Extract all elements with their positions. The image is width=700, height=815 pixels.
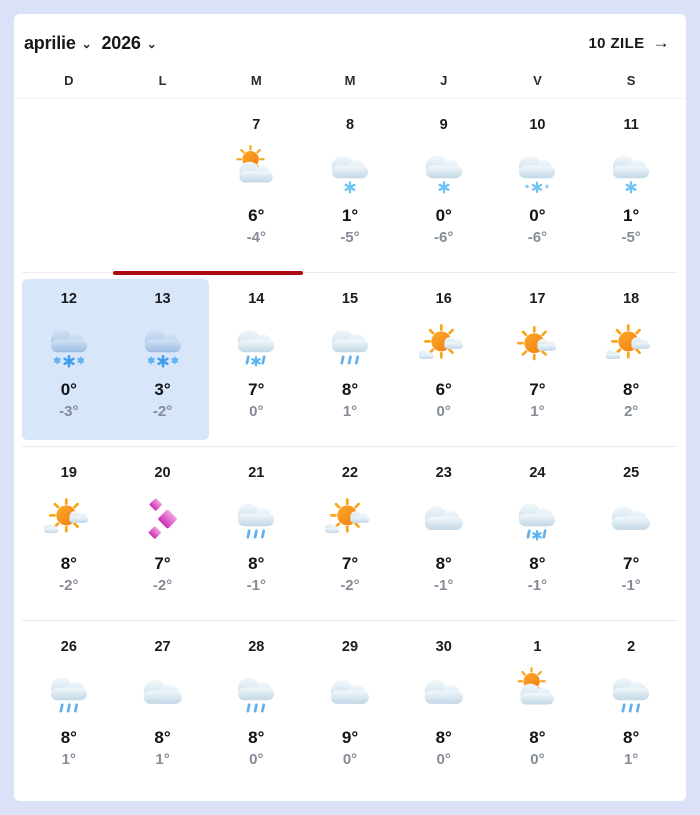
weekday-friday: V xyxy=(533,73,542,88)
rain-icon xyxy=(597,664,665,722)
hail-icon xyxy=(129,490,197,548)
day-number: 30 xyxy=(435,639,452,655)
day-number: 25 xyxy=(623,465,640,481)
day-number: 9 xyxy=(439,117,448,133)
high-temp: 1° xyxy=(341,206,359,225)
high-temp: 7° xyxy=(341,554,359,573)
weekday-tuesday: M xyxy=(250,73,262,88)
weekday-sunday: D xyxy=(64,73,74,88)
snow-heavy-icon xyxy=(129,316,197,374)
high-temp: 9° xyxy=(341,728,359,747)
day-number: 20 xyxy=(154,465,171,481)
high-temp: 7° xyxy=(154,554,171,573)
low-temp: -1° xyxy=(527,577,548,594)
weekday-wednesday: M xyxy=(344,73,356,88)
low-temp: 0° xyxy=(436,403,451,420)
day-cell-17[interactable] xyxy=(491,279,585,440)
high-temp: 7° xyxy=(623,554,640,573)
day-cell-12[interactable] xyxy=(22,279,116,440)
week-row-2 xyxy=(22,273,678,447)
snow-light-icon xyxy=(410,142,478,200)
day-number: 18 xyxy=(623,291,640,307)
week-row-1 xyxy=(22,99,678,273)
day-number: 16 xyxy=(435,291,452,307)
rain-snow-icon xyxy=(222,316,290,374)
sun-clouds-icon xyxy=(410,316,478,374)
month-year-controls xyxy=(24,33,157,54)
chevron-down-icon: ⌄ xyxy=(146,36,157,51)
low-temp: 1° xyxy=(530,403,545,420)
month-selector[interactable] xyxy=(24,33,91,54)
day-number: 29 xyxy=(341,639,359,655)
day-cell-25[interactable] xyxy=(584,453,678,614)
low-temp: 0° xyxy=(249,751,264,768)
year-label: 2026 xyxy=(101,32,141,53)
rain-icon xyxy=(316,316,384,374)
current-period-indicator xyxy=(113,271,303,275)
week-row-4 xyxy=(22,621,678,794)
partly-cloudy-icon xyxy=(503,664,571,722)
low-temp: -3° xyxy=(59,403,79,420)
day-cell-13[interactable] xyxy=(116,279,210,440)
low-temp: -5° xyxy=(621,229,641,246)
low-temp: 0° xyxy=(530,751,545,768)
high-temp: 8° xyxy=(529,728,546,747)
day-number: 26 xyxy=(60,639,77,655)
day-cell-27[interactable] xyxy=(116,627,210,788)
day-cell-14[interactable] xyxy=(209,279,303,440)
high-temp: 8° xyxy=(248,728,265,747)
low-temp: 2° xyxy=(623,403,639,420)
snow-light-icon xyxy=(316,142,384,200)
low-temp: -6° xyxy=(434,229,454,246)
cloudy-icon xyxy=(129,664,197,722)
day-cell-16[interactable] xyxy=(397,279,491,440)
low-temp: -5° xyxy=(340,229,360,246)
low-temp: 1° xyxy=(61,751,77,768)
day-cell-24[interactable] xyxy=(491,453,585,614)
day-number: 13 xyxy=(154,291,171,307)
calendar-cell-empty xyxy=(22,105,116,266)
low-temp: -2° xyxy=(340,577,360,594)
day-number: 8 xyxy=(345,117,355,133)
weekday-header-row xyxy=(14,65,686,99)
low-temp: 1° xyxy=(155,751,170,768)
high-temp: 8° xyxy=(341,380,359,399)
low-temp: 0° xyxy=(249,403,264,420)
day-cell-30[interactable] xyxy=(397,627,491,788)
low-temp: -2° xyxy=(59,577,79,594)
day-number: 19 xyxy=(60,465,77,481)
day-cell-15[interactable] xyxy=(303,279,397,440)
high-temp: 0° xyxy=(529,206,546,225)
chevron-down-icon: ⌄ xyxy=(81,36,92,51)
partly-cloudy-icon xyxy=(222,142,290,200)
high-temp: 8° xyxy=(623,728,640,747)
high-temp: 8° xyxy=(60,728,77,747)
high-temp: 8° xyxy=(248,554,265,573)
day-cell-26[interactable] xyxy=(22,627,116,788)
low-temp: 1° xyxy=(342,403,358,420)
high-temp: 1° xyxy=(623,206,640,225)
high-temp: 8° xyxy=(154,728,171,747)
day-cell-1[interactable] xyxy=(491,627,585,788)
high-temp: 3° xyxy=(154,380,171,399)
day-cell-21[interactable] xyxy=(209,453,303,614)
calendar-header xyxy=(14,14,686,65)
cloudy-icon xyxy=(410,664,478,722)
day-number: 14 xyxy=(248,291,265,307)
year-selector[interactable] xyxy=(101,33,156,54)
high-temp: 0° xyxy=(60,380,77,399)
low-temp: -6° xyxy=(527,229,548,246)
day-number: 15 xyxy=(341,291,359,307)
day-cell-7[interactable] xyxy=(209,105,303,266)
day-cell-10[interactable] xyxy=(491,105,585,266)
low-temp: -2° xyxy=(152,577,173,594)
high-temp: 8° xyxy=(60,554,77,573)
low-temp: -1° xyxy=(621,577,641,594)
ten-days-forecast-link[interactable] xyxy=(588,33,670,53)
ten-days-label: 10 ZILE xyxy=(588,34,645,52)
low-temp: -2° xyxy=(152,403,173,420)
low-temp: -1° xyxy=(246,577,266,594)
day-number: 7 xyxy=(252,117,261,133)
high-temp: 6° xyxy=(248,206,265,225)
day-number: 28 xyxy=(248,639,265,655)
arrow-right-icon: → xyxy=(652,33,670,52)
day-cell-18[interactable] xyxy=(584,279,678,440)
rain-icon xyxy=(222,490,290,548)
low-temp: 1° xyxy=(623,751,639,768)
week-row-3 xyxy=(22,447,678,621)
day-number: 22 xyxy=(341,465,359,481)
day-cell-29[interactable] xyxy=(303,627,397,788)
low-temp: -4° xyxy=(246,229,266,246)
high-temp: 7° xyxy=(529,380,546,399)
snow-heavy-icon xyxy=(35,316,103,374)
high-temp: 8° xyxy=(529,554,546,573)
snow-shower-icon xyxy=(503,142,571,200)
day-cell-8[interactable] xyxy=(303,105,397,266)
day-number: 10 xyxy=(529,117,546,133)
mostly-sunny-icon xyxy=(503,316,571,374)
rain-snow-icon xyxy=(503,490,571,548)
day-number: 21 xyxy=(248,465,265,481)
day-number: 1 xyxy=(533,639,542,655)
day-number: 11 xyxy=(623,117,639,133)
sun-clouds-icon xyxy=(35,490,103,548)
rain-icon xyxy=(222,664,290,722)
day-number: 12 xyxy=(60,291,77,307)
rain-icon xyxy=(35,664,103,722)
day-cell-11[interactable] xyxy=(584,105,678,266)
cloudy-icon xyxy=(316,664,384,722)
low-temp: 0° xyxy=(436,751,451,768)
weather-calendar-card xyxy=(14,14,686,801)
weekday-saturday: S xyxy=(626,73,636,88)
day-cell-9[interactable] xyxy=(397,105,491,266)
day-number: 2 xyxy=(627,639,636,655)
day-cell-19[interactable] xyxy=(22,453,116,614)
day-cell-28[interactable] xyxy=(209,627,303,788)
high-temp: 7° xyxy=(248,380,265,399)
day-number: 23 xyxy=(435,465,452,481)
weekday-thursday: J xyxy=(440,73,448,88)
day-number: 24 xyxy=(529,465,546,481)
high-temp: 8° xyxy=(623,380,640,399)
high-temp: 8° xyxy=(435,554,452,573)
weekday-monday: L xyxy=(158,73,167,88)
high-temp: 6° xyxy=(435,380,452,399)
sun-clouds-icon xyxy=(597,316,665,374)
sun-clouds-icon xyxy=(316,490,384,548)
day-cell-2[interactable] xyxy=(584,627,678,788)
low-temp: -1° xyxy=(434,577,454,594)
day-cell-22[interactable] xyxy=(303,453,397,614)
calendar-cell-empty xyxy=(116,105,210,266)
high-temp: 8° xyxy=(435,728,452,747)
low-temp: 0° xyxy=(342,751,358,768)
cloudy-icon xyxy=(410,490,478,548)
high-temp: 0° xyxy=(435,206,452,225)
cloudy-icon xyxy=(597,490,665,548)
snow-light-icon xyxy=(597,142,665,200)
day-number: 27 xyxy=(154,639,171,655)
day-number: 17 xyxy=(529,291,546,307)
calendar-grid xyxy=(14,99,686,794)
day-cell-23[interactable] xyxy=(397,453,491,614)
day-cell-20[interactable] xyxy=(116,453,210,614)
month-label: aprilie xyxy=(24,32,76,53)
